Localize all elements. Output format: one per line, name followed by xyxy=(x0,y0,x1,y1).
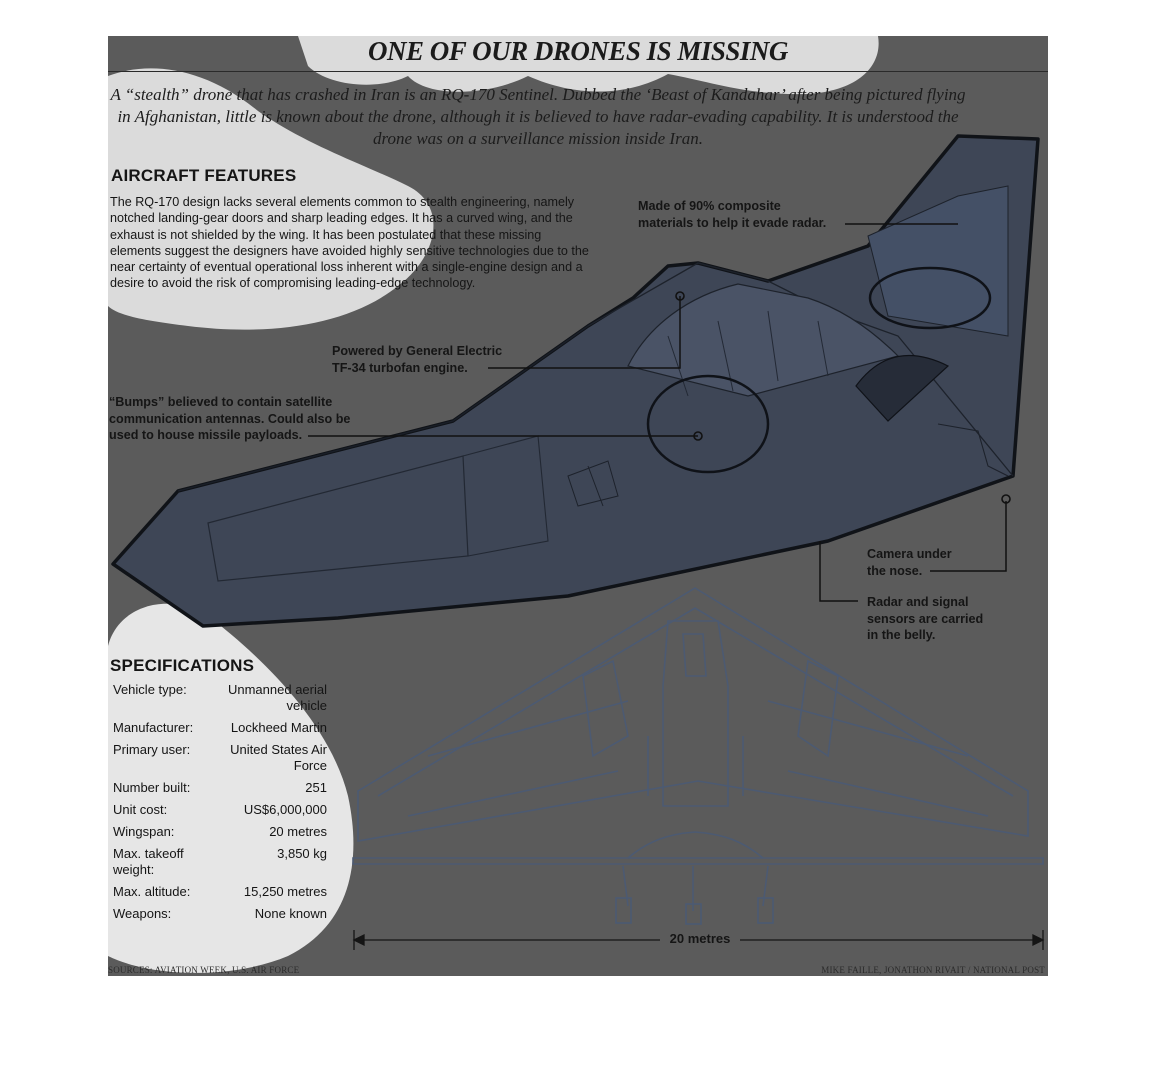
features-body: The RQ-170 design lacks several elements common to stealth engineering, namely notched landing-gear doors and sharp leading edges. It has a curved wing, and the exhaust is not shielded by the wing. It has been postulated that these missing elements suggest the designers have avoided highly sensitive technologies due to the near certainty of eventual operational loss inherent with a single-engine design and a desire to avoid the risk of compromising leading-edge technology. xyxy=(110,195,589,291)
specs-table xyxy=(110,680,330,926)
spec-row xyxy=(110,800,330,822)
spec-label: Max. takeoff weight: xyxy=(113,846,184,877)
sources-credit: SOURCES: AVIATION WEEK, U.S. AIR FORCE xyxy=(108,965,300,975)
spec-value: 251 xyxy=(305,780,327,795)
spec-value: None known xyxy=(254,906,327,921)
infographic-panel xyxy=(108,36,1048,976)
spec-label: Weapons: xyxy=(113,906,172,921)
spec-label: Unit cost: xyxy=(113,802,168,817)
callout-camera: Camera under the nose. xyxy=(867,547,952,578)
drone-front-view-blueprint xyxy=(353,832,1043,924)
spec-row xyxy=(110,882,330,904)
callout-bumps: “Bumps” believed to contain satellite communication antennas. Could also be used to house missile payloads. xyxy=(109,395,351,442)
spec-value: 3,850 kg xyxy=(277,846,327,861)
intro-text: A “stealth” drone that has crashed in Iran is an RQ-170 Sentinel. Dubbed the ‘Beast of Kandahar’ after being pictured flying in Afghanistan, little is known about the drone, although it is believed to have radar-evading capability. It is understood the drone was on a surveillance mission inside Iran. xyxy=(110,85,966,148)
spec-value: Lockheed Martin xyxy=(230,720,327,735)
spec-value: 15,250 metres xyxy=(243,884,327,899)
spec-label: Max. altitude: xyxy=(113,884,191,899)
callout-composite: Made of 90% composite materials to help it evade radar. xyxy=(638,199,827,230)
spec-value: 20 metres xyxy=(269,824,327,839)
spec-row xyxy=(110,718,330,740)
callout-radar: Radar and signal sensors are carried in the belly. xyxy=(867,595,984,642)
spec-row xyxy=(110,844,330,882)
wingspan-dimension-label: 20 metres xyxy=(660,931,740,946)
features-heading: AIRCRAFT FEATURES xyxy=(111,166,297,185)
page-title: ONE OF OUR DRONES IS MISSING xyxy=(368,36,788,66)
spec-row xyxy=(110,778,330,800)
spec-value: US$6,000,000 xyxy=(243,802,327,817)
spec-label: Vehicle type: xyxy=(113,682,187,697)
spec-label: Wingspan: xyxy=(113,824,175,839)
authors-credit: MIKE FAILLE, JONATHON RIVAIT / NATIONAL POST xyxy=(821,965,1045,975)
spec-row xyxy=(110,822,330,844)
callout-engine: Powered by General Electric TF-34 turbofan engine. xyxy=(332,344,503,375)
spec-value: United States Air Force xyxy=(230,742,327,773)
spec-row xyxy=(110,680,330,718)
spec-value: Unmanned aerial vehicle xyxy=(227,682,327,713)
spec-row xyxy=(110,740,330,778)
title-divider xyxy=(108,71,1048,72)
specs-heading: SPECIFICATIONS xyxy=(110,656,255,675)
spec-label: Manufacturer: xyxy=(113,720,194,735)
spec-label: Primary user: xyxy=(113,742,191,757)
spec-label: Number built: xyxy=(113,780,191,795)
spec-row xyxy=(110,904,330,926)
